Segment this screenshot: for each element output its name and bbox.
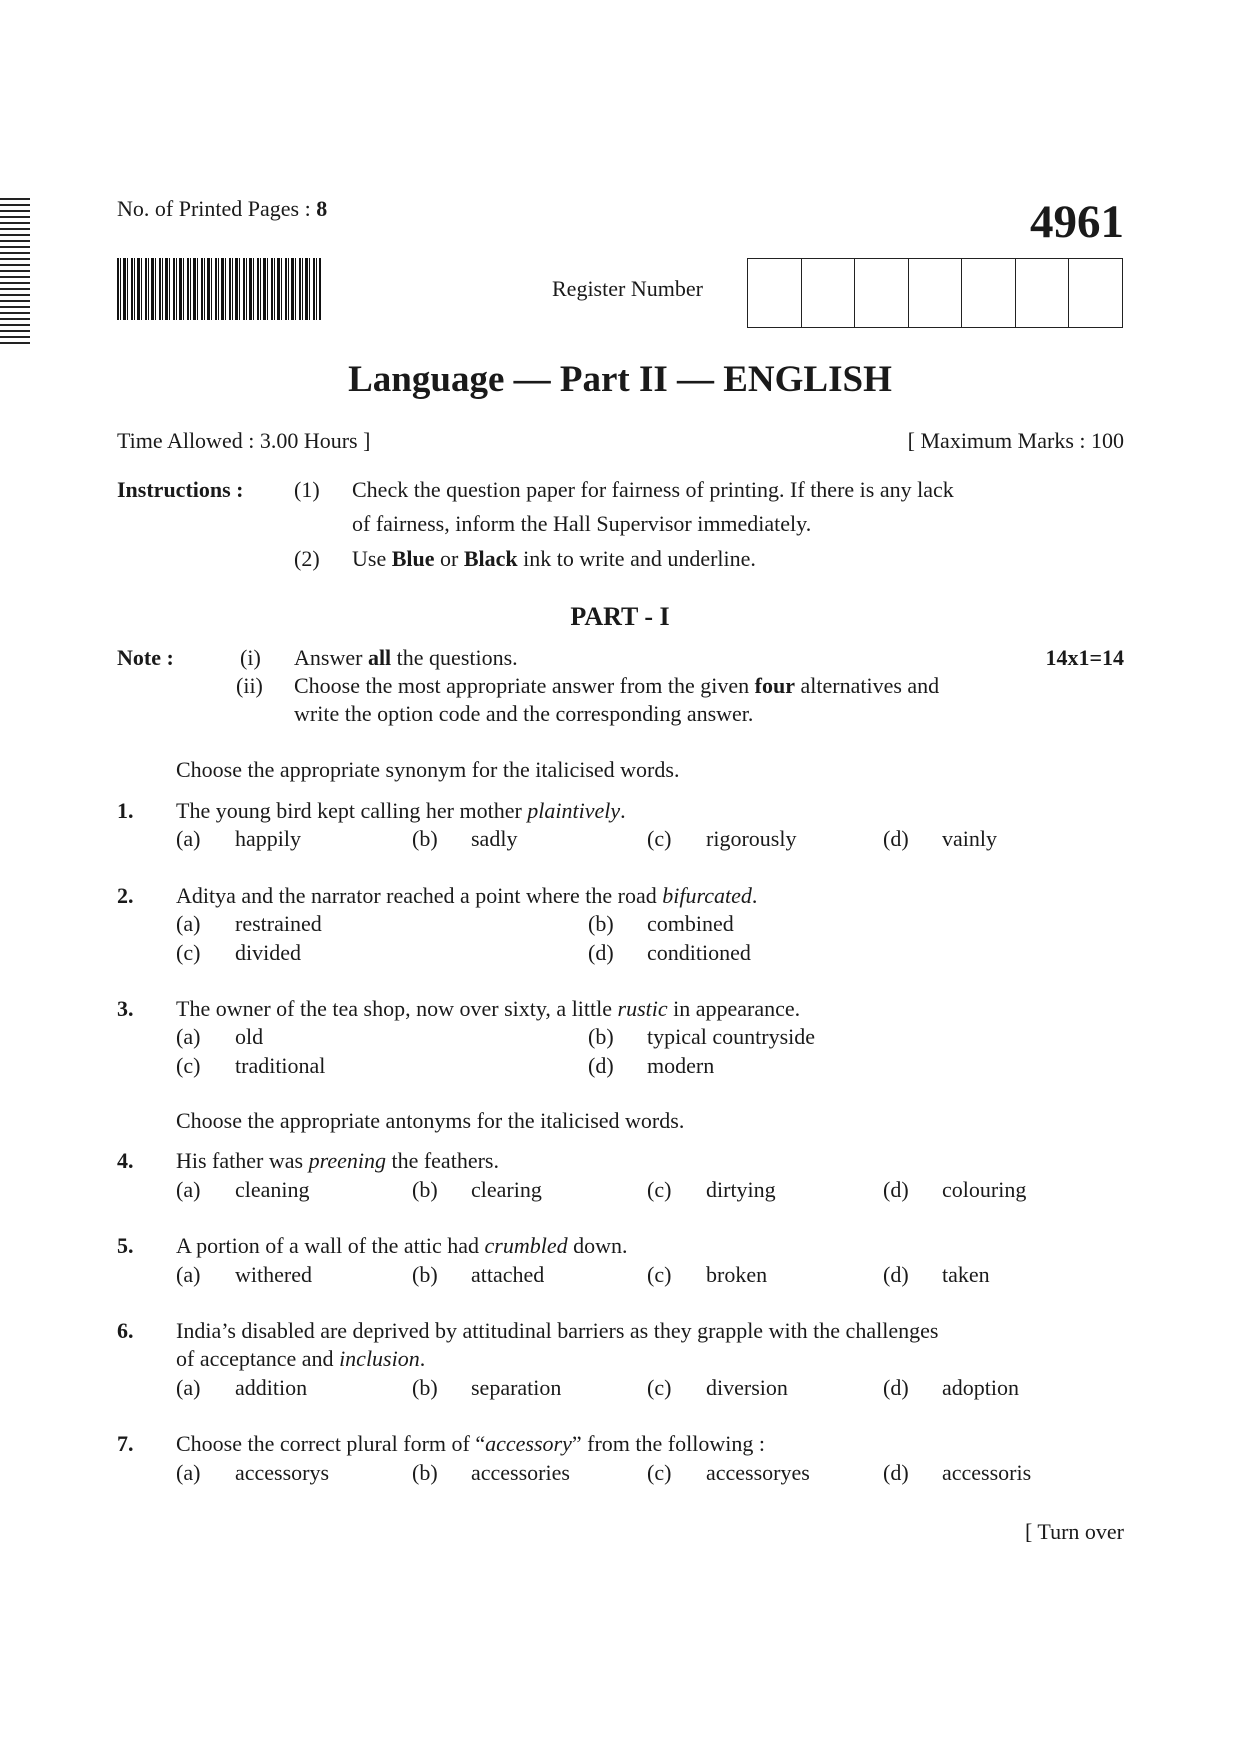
- option-text: traditional: [235, 1053, 326, 1078]
- option-text: separation: [471, 1375, 562, 1400]
- register-cell[interactable]: [1016, 259, 1070, 327]
- option-label: (b): [588, 911, 614, 936]
- instructions-label: Instructions :: [117, 477, 244, 502]
- question-text: The young bird kept calling her mother plaintively.: [176, 798, 626, 823]
- question-text: Aditya and the narrator reached a point where the road bifurcated.: [176, 883, 758, 908]
- option-text: accessoryes: [706, 1460, 810, 1485]
- option-label: (b): [412, 1375, 438, 1400]
- option-text: modern: [647, 1053, 715, 1078]
- question-number: 4.: [117, 1148, 134, 1173]
- option-text: vainly: [942, 826, 997, 851]
- side-barcode: [0, 198, 30, 344]
- option-label: (a): [176, 1262, 201, 1287]
- section-instruction-synonym: Choose the appropriate synonym for the italicised words.: [176, 757, 680, 782]
- option-label: (d): [883, 1460, 909, 1485]
- option-label: (a): [176, 1177, 201, 1202]
- paper-code: 4961: [1030, 196, 1124, 248]
- option-label: (b): [412, 1460, 438, 1485]
- time-allowed: Time Allowed : 3.00 Hours ]: [117, 428, 371, 453]
- question-text: His father was preening the feathers.: [176, 1148, 499, 1173]
- option-text: conditioned: [647, 940, 751, 965]
- option-text: addition: [235, 1375, 308, 1400]
- register-cell[interactable]: [855, 259, 909, 327]
- option-label: (d): [588, 940, 614, 965]
- option-text: withered: [235, 1262, 312, 1287]
- note-num: (ii): [236, 673, 263, 698]
- register-cell[interactable]: [1069, 259, 1122, 327]
- option-text: diversion: [706, 1375, 788, 1400]
- instruction-num: (1): [294, 477, 320, 502]
- register-number-label: Register Number: [552, 276, 703, 301]
- option-label: (c): [647, 1460, 672, 1485]
- option-text: typical countryside: [647, 1024, 816, 1049]
- option-text: colouring: [942, 1177, 1027, 1202]
- option-text: combined: [647, 911, 734, 936]
- option-label: (c): [647, 1177, 672, 1202]
- option-label: (c): [176, 1053, 201, 1078]
- paper-title: Language — Part II — ENGLISH: [348, 359, 892, 400]
- note-text: Choose the most appropriate answer from the given four alternatives and: [294, 673, 940, 698]
- note-text: Answer all the questions.: [294, 645, 518, 670]
- register-cell[interactable]: [909, 259, 963, 327]
- option-text: adoption: [942, 1375, 1019, 1400]
- question-number: 7.: [117, 1431, 134, 1456]
- option-text: divided: [235, 940, 301, 965]
- note-text: write the option code and the corresponding answer.: [294, 701, 754, 726]
- question-text: India’s disabled are deprived by attitudinal barriers as they grapple with the challenges: [176, 1318, 939, 1343]
- option-label: (b): [588, 1024, 614, 1049]
- note-num: (i): [240, 645, 261, 670]
- option-text: accessorys: [235, 1460, 330, 1485]
- option-text: broken: [706, 1262, 768, 1287]
- section-instruction-antonym: Choose the appropriate antonyms for the italicised words.: [176, 1108, 685, 1133]
- marks-allocation: 14x1=14: [1045, 645, 1124, 670]
- option-label: (d): [883, 1262, 909, 1287]
- question-text: Choose the correct plural form of “accessory” from the following :: [176, 1431, 765, 1456]
- instruction-num: (2): [294, 546, 320, 571]
- option-text: happily: [235, 826, 301, 851]
- option-text: attached: [471, 1262, 545, 1287]
- question-text: The owner of the tea shop, now over sixty, a little rustic in appearance.: [176, 996, 801, 1021]
- option-text: old: [235, 1024, 264, 1049]
- option-text: cleaning: [235, 1177, 310, 1202]
- option-text: rigorously: [706, 826, 797, 851]
- option-label: (d): [883, 1375, 909, 1400]
- question-text: of acceptance and inclusion.: [176, 1346, 426, 1371]
- instruction-text: of fairness, inform the Hall Supervisor immediately.: [352, 511, 812, 536]
- option-label: (a): [176, 1024, 201, 1049]
- option-label: (c): [647, 1262, 672, 1287]
- option-text: restrained: [235, 911, 322, 936]
- register-cell[interactable]: [962, 259, 1016, 327]
- question-number: 6.: [117, 1318, 134, 1343]
- option-text: sadly: [471, 826, 518, 851]
- question-number: 2.: [117, 883, 134, 908]
- register-cell[interactable]: [748, 259, 802, 327]
- question-number: 3.: [117, 996, 134, 1021]
- option-label: (b): [412, 1262, 438, 1287]
- option-label: (b): [412, 826, 438, 851]
- turn-over-note: [ Turn over: [1024, 1519, 1124, 1544]
- option-label: (a): [176, 1375, 201, 1400]
- question-number: 1.: [117, 798, 134, 823]
- option-text: accessoris: [942, 1460, 1032, 1485]
- option-text: dirtying: [706, 1177, 776, 1202]
- part-heading: PART - I: [570, 602, 670, 631]
- barcode: [117, 258, 321, 320]
- option-label: (c): [647, 826, 672, 851]
- option-text: accessories: [471, 1460, 570, 1485]
- option-label: (b): [412, 1177, 438, 1202]
- register-cell[interactable]: [802, 259, 856, 327]
- option-label: (d): [883, 1177, 909, 1202]
- maximum-marks: [ Maximum Marks : 100: [907, 428, 1124, 453]
- instruction-text: Use Blue or Black ink to write and underline.: [352, 546, 756, 571]
- printed-pages: No. of Printed Pages : 8: [117, 196, 328, 221]
- option-text: taken: [942, 1262, 990, 1287]
- option-label: (c): [647, 1375, 672, 1400]
- option-label: (c): [176, 940, 201, 965]
- option-label: (d): [588, 1053, 614, 1078]
- note-label: Note :: [117, 645, 174, 670]
- register-number-boxes[interactable]: [747, 258, 1123, 328]
- option-label: (a): [176, 911, 201, 936]
- question-number: 5.: [117, 1233, 134, 1258]
- instruction-text: Check the question paper for fairness of printing. If there is any lack: [352, 477, 954, 502]
- question-text: A portion of a wall of the attic had crumbled down.: [176, 1233, 628, 1258]
- option-text: clearing: [471, 1177, 542, 1202]
- option-label: (a): [176, 826, 201, 851]
- option-label: (a): [176, 1460, 201, 1485]
- option-label: (d): [883, 826, 909, 851]
